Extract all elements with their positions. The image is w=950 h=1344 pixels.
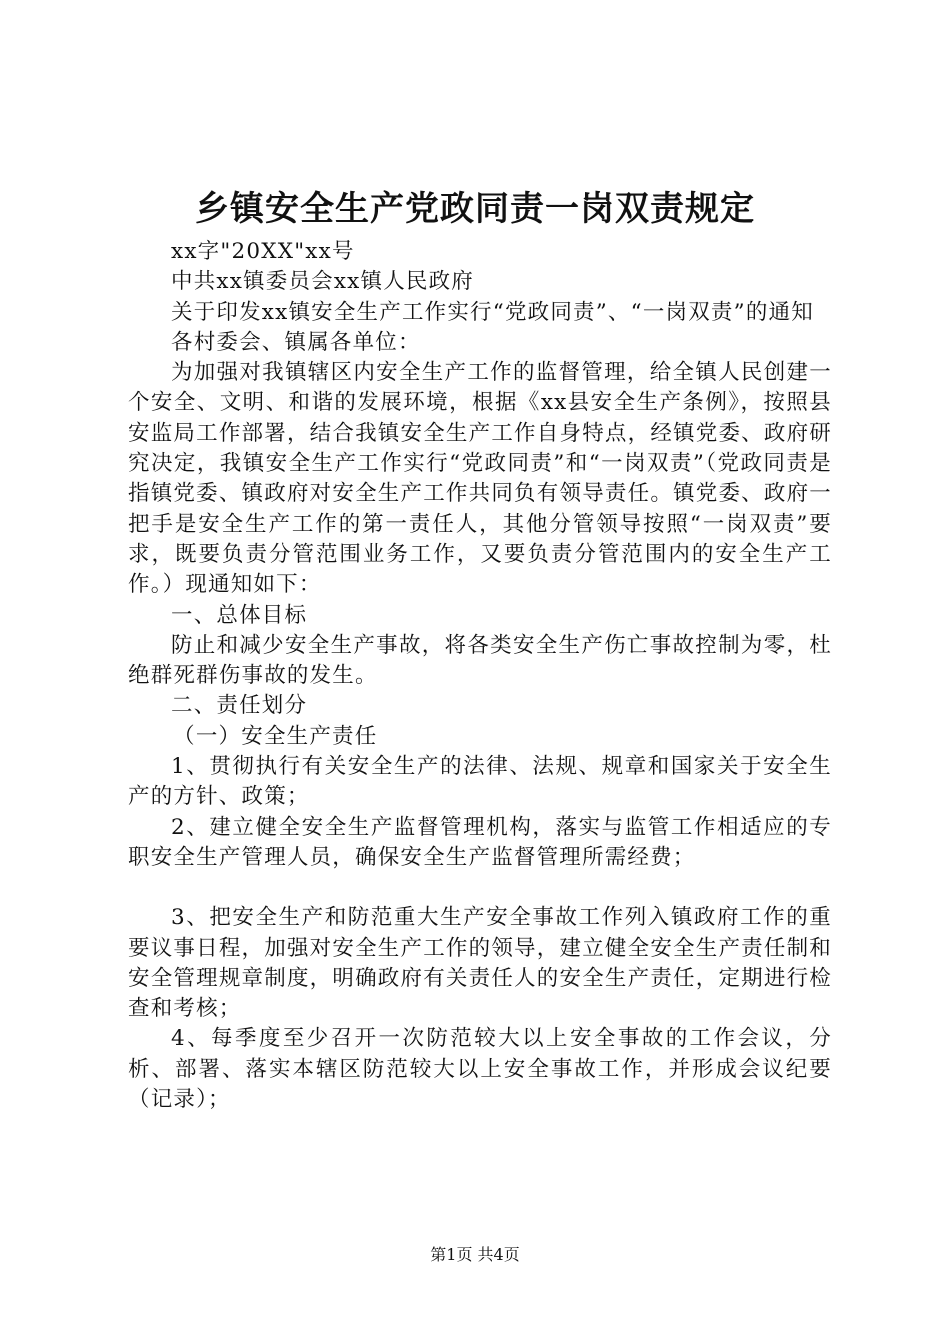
document-number: xx字"20XX"xx号 bbox=[171, 239, 355, 264]
subsection-heading-safety: （一）安全生产责任 bbox=[173, 723, 378, 749]
notice-subject: 关于印发xx镇安全生产工作实行“党政同责”、“一岗双责”的通知 bbox=[171, 299, 814, 325]
list-item: 3、把安全生产和防范重大生产安全事故工作列入镇政府工作的重要议事日程，加强对安全生产工作的领导，建立健全安全生产责任制和安全管理规章制度，明确政府有关责任人的安全生产责任，定期进行检查和考核； bbox=[128, 905, 832, 1022]
goal-paragraph: 防止和减少安全生产事故，将各类安全生产伤亡事故控制为零，杜绝群死群伤事故的发生。 bbox=[128, 632, 832, 689]
issuing-authority: 中共xx镇委员会xx镇人民政府 bbox=[171, 269, 475, 295]
document-title: 乡镇安全生产党政同责一岗双责规定 bbox=[195, 189, 755, 229]
section-heading-responsibility: 二、责任划分 bbox=[171, 693, 308, 719]
list-item: 4、每季度至少召开一次防范较大以上安全事故的工作会议，分析、部署、落实本辖区防范较大以上安全事故工作，并形成会议纪要（记录）； bbox=[128, 1026, 832, 1113]
addressee: 各村委会、镇属各单位： bbox=[171, 329, 421, 355]
list-item: 1、贯彻执行有关安全生产的法律、法规、规章和国家关于安全生产的方针、政策； bbox=[128, 754, 832, 810]
document-body bbox=[128, 237, 832, 1115]
intro-paragraph: 为加强对我镇辖区内安全生产工作的监督管理，给全镇人民创建一个安全、文明、和谐的发展环境，根据《xx县安全生产条例》，按照县安监局工作部署，结合我镇安全生产工作自身特点，经镇党委、政府研究决定，我镇安全生产工作实行“党政同责”和“一岗双责”（党政同责是指镇党委、镇政府对安全生产工作共同负有领导责任。镇党委、政府一把手是安全生产工作的第一责任人，其他分管领导按照“一岗双责”要求，既要负责分管范围业务工作，又要负责分管范围内的安全生产工作。）现通知如下： bbox=[128, 360, 832, 598]
section-heading-goal: 一、总体目标 bbox=[171, 602, 308, 628]
list-item: 2、建立健全安全生产监督管理机构，落实与监管工作相适应的专职安全生产管理人员，确保安全生产监督管理所需经费； bbox=[128, 814, 832, 870]
page-number-footer: 第1页 共4页 bbox=[430, 1245, 520, 1264]
